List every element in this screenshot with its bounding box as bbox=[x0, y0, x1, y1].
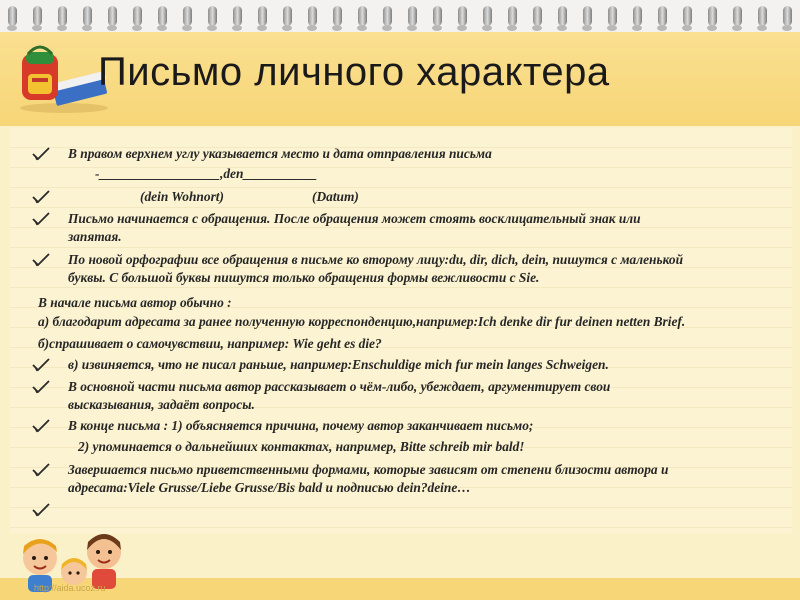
spiral-hole bbox=[682, 25, 692, 31]
spiral-ring bbox=[583, 6, 592, 26]
list-item: В конце письма : 1) объясняется причина, почему автор заканчивает письмо; bbox=[68, 418, 534, 433]
spiral-hole bbox=[532, 25, 542, 31]
spiral-hole bbox=[82, 25, 92, 31]
spiral-hole bbox=[107, 25, 117, 31]
spiral-ring bbox=[733, 6, 742, 26]
spiral-ring bbox=[533, 6, 542, 26]
spiral-ring bbox=[358, 6, 367, 26]
spiral-hole bbox=[57, 25, 67, 31]
pencil-check-icon bbox=[32, 190, 50, 204]
list-item: 2) упоминается о дальнейших контактах, например, Bitte schreib mir bald! bbox=[78, 439, 525, 454]
spiral-hole bbox=[657, 25, 667, 31]
spiral-ring bbox=[483, 6, 492, 26]
pencil-check-icon bbox=[32, 212, 50, 226]
list-item: В правом верхнем углу указывается место и дата отправления письма bbox=[68, 146, 492, 161]
spiral-ring bbox=[433, 6, 442, 26]
spiral-ring bbox=[308, 6, 317, 26]
spiral-ring bbox=[683, 6, 692, 26]
notebook-spiral bbox=[0, 0, 800, 32]
spiral-hole bbox=[582, 25, 592, 31]
pencil-check-icon bbox=[32, 358, 50, 372]
spiral-hole bbox=[607, 25, 617, 31]
spiral-hole bbox=[432, 25, 442, 31]
pencil-check-icon bbox=[32, 380, 50, 394]
spiral-ring bbox=[708, 6, 717, 26]
list-item: В начале письма автор обычно : bbox=[38, 295, 232, 310]
spiral-hole bbox=[482, 25, 492, 31]
spiral-hole bbox=[7, 25, 17, 31]
pencil-check-icon bbox=[32, 463, 50, 477]
list-item: запятая. bbox=[68, 229, 122, 244]
spiral-hole bbox=[782, 25, 792, 31]
list-item: -__________________,den___________ bbox=[95, 166, 318, 181]
spiral-ring bbox=[783, 6, 792, 26]
spiral-ring bbox=[83, 6, 92, 26]
spiral-hole bbox=[307, 25, 317, 31]
spiral-hole bbox=[757, 25, 767, 31]
spiral-ring bbox=[8, 6, 17, 26]
list-item: По новой орфографии все обращения в письме ко второму лицу:du, dir, dich, dein, пишутся с маленькой bbox=[68, 252, 684, 267]
spiral-ring bbox=[108, 6, 117, 26]
spiral-ring bbox=[408, 6, 417, 26]
spiral-hole bbox=[382, 25, 392, 31]
list-item: В основной части письма автор рассказывает о чём-либо, убеждает, аргументирует свои bbox=[68, 379, 611, 394]
list-item: высказывания, задаёт вопросы. bbox=[68, 397, 255, 412]
spiral-hole bbox=[632, 25, 642, 31]
pencil-check-icon bbox=[32, 419, 50, 433]
spiral-ring bbox=[258, 6, 267, 26]
spiral-ring bbox=[608, 6, 617, 26]
list-item: (dein Wohnort) bbox=[140, 189, 224, 204]
pencil-check-icon bbox=[32, 253, 50, 267]
list-item: а) благодарит адресата за ранее полученную корреспонденцию,например:Ich denke dir fur deinen netten Brief. bbox=[38, 314, 686, 329]
list-item: (Datum) bbox=[312, 189, 359, 204]
list-item: б)спрашивает о самочувствии, например: Wie geht es die? bbox=[38, 336, 382, 351]
spiral-ring bbox=[333, 6, 342, 26]
spiral-ring bbox=[633, 6, 642, 26]
footer-url: http://aida.ucoz.ru bbox=[34, 583, 106, 593]
spiral-hole bbox=[32, 25, 42, 31]
spiral-hole bbox=[282, 25, 292, 31]
list-item: адресата:Viele Grusse/Liebe Grusse/Bis bald и подписью dein?deine… bbox=[68, 480, 471, 495]
spiral-ring bbox=[658, 6, 667, 26]
spiral-hole bbox=[257, 25, 267, 31]
spiral-hole bbox=[232, 25, 242, 31]
list-item: буквы. С большой буквы пишутся только обращения формы вежливости с Sie. bbox=[68, 270, 540, 285]
spiral-ring bbox=[283, 6, 292, 26]
spiral-hole bbox=[207, 25, 217, 31]
spiral-ring bbox=[458, 6, 467, 26]
list-item: в) извиняется, что не писал раньше, например:Enschuldige mich fur mein langes Schweigen. bbox=[68, 357, 609, 372]
spiral-ring bbox=[33, 6, 42, 26]
spiral-ring bbox=[233, 6, 242, 26]
spiral-ring bbox=[133, 6, 142, 26]
list-item: Письмо начинается с обращения. После обращения может стоять восклицательный знак или bbox=[68, 211, 641, 226]
spiral-ring bbox=[158, 6, 167, 26]
spiral-hole bbox=[157, 25, 167, 31]
spiral-ring bbox=[508, 6, 517, 26]
spiral-hole bbox=[132, 25, 142, 31]
spiral-ring bbox=[58, 6, 67, 26]
spiral-hole bbox=[182, 25, 192, 31]
spiral-hole bbox=[457, 25, 467, 31]
spiral-ring bbox=[558, 6, 567, 26]
spiral-hole bbox=[707, 25, 717, 31]
spiral-hole bbox=[407, 25, 417, 31]
pencil-check-icon bbox=[32, 503, 50, 517]
spiral-ring bbox=[208, 6, 217, 26]
spiral-ring bbox=[758, 6, 767, 26]
spiral-hole bbox=[557, 25, 567, 31]
spiral-hole bbox=[332, 25, 342, 31]
spiral-hole bbox=[357, 25, 367, 31]
school-backpack-icon bbox=[14, 44, 110, 114]
spiral-hole bbox=[507, 25, 517, 31]
list-item: Завершается письмо приветственными формами, которые зависят от степени близости автора и bbox=[68, 462, 669, 477]
spiral-ring bbox=[183, 6, 192, 26]
spiral-ring bbox=[383, 6, 392, 26]
pencil-check-icon bbox=[32, 147, 50, 161]
spiral-hole bbox=[732, 25, 742, 31]
slide-title: Письмо личного характера bbox=[98, 50, 610, 94]
